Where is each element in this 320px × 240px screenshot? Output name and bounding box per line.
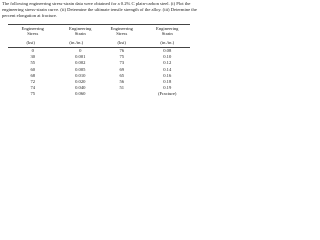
table-cell: 75 [30,91,36,97]
table-cell: 0.10 [163,54,172,60]
table-cell: 51 [119,85,125,91]
header-line1: Engineering [156,26,179,31]
table-cell: 0.005 [75,66,86,72]
table-cell: 75 [119,54,125,60]
table-cell [99,91,145,97]
table-cell: 0 [79,48,82,53]
header-line2: Stress [27,31,39,36]
table-units-row [8,36,190,48]
unit-cell: (in./in.) [54,36,100,48]
fracture-label: (Fracture) [158,91,177,97]
table-cell: 69 [119,66,125,72]
unit-cell: (in./in.) [145,36,191,48]
header-line1: Engineering [21,26,44,31]
table-row [8,91,190,97]
table-cell: 74 [30,85,36,91]
table-cell: 0.12 [163,60,172,66]
header-line2: Strain [161,31,173,36]
table-cell: 72 [30,79,36,85]
problem-statement: The following engineering stress-strain data were obtained for a 0.2% C plain-carbon steel. (i) Plot the engineering stress-strain curve. (ii) Determine the ultimate tensile strength of the alloy. (iii) Determine the percent elongation at fracture. [2,1,197,18]
header-stress-2 [99,25,145,37]
table-header-row [8,25,190,37]
header-stress-1 [8,25,54,37]
header-strain-1 [54,25,100,37]
table-cell: 0.040 [75,85,86,91]
table-cell: 0.002 [75,60,86,66]
unit-cell: (ksi) [8,36,54,48]
header-line2: Strain [74,31,86,36]
table-cell: 55 [30,60,36,66]
table-cell: 0.14 [163,66,172,72]
table-cell: 0 [31,48,34,53]
table-cell: 0.020 [75,79,86,85]
unit-cell: (ksi) [99,36,145,48]
table-cell: 73 [119,60,125,66]
table-row [8,48,190,55]
problem-page [0,0,200,104]
table-cell: 0.010 [75,72,86,78]
table-cell: 0.18 [163,79,172,85]
table-cell: 0.060 [75,91,86,97]
header-line1: Engineering [110,26,133,31]
table-cell: 0.08 [163,48,172,53]
header-line2: Stress [116,31,128,36]
header-line1: Engineering [69,26,92,31]
table-cell: 76 [119,48,125,53]
table-cell: 56 [119,79,125,85]
table-cell: 30 [30,54,36,60]
table-cell: 0.19 [163,85,172,91]
stress-strain-table [8,24,190,98]
table-cell: 65 [119,72,125,78]
table-cell: 0.001 [75,54,86,60]
table-cell: 0.16 [163,72,172,78]
table-cell: 60 [30,66,36,72]
header-strain-2 [145,25,191,37]
table-cell: 68 [30,72,36,78]
